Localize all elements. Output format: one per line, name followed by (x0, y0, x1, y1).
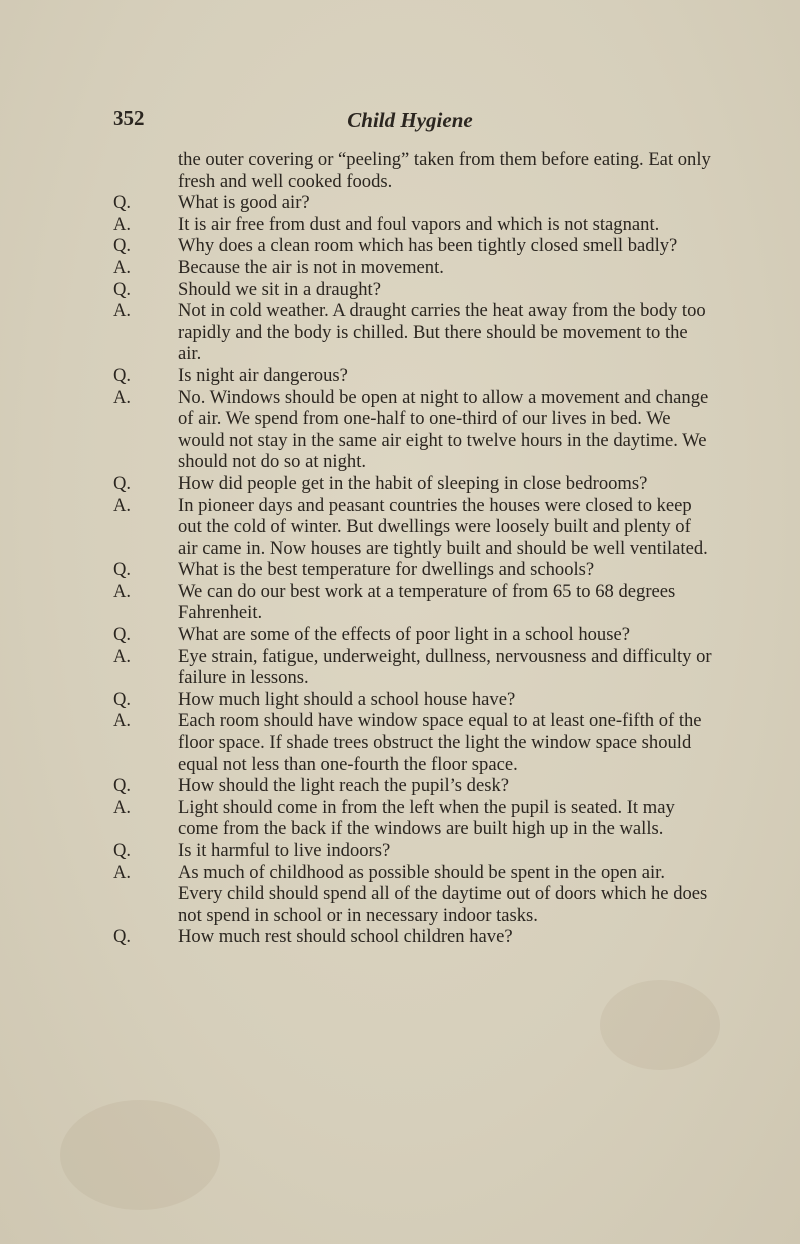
entry-label: Q. (113, 559, 132, 581)
page-number: 352 (113, 106, 145, 130)
entry-label: A. (113, 494, 132, 516)
entry-text: What is the best temperature for dwellings and schools? (178, 559, 595, 581)
entry-label: A. (113, 645, 132, 667)
question-entry (113, 624, 713, 646)
answer-entry (113, 495, 713, 560)
entry-label: A. (113, 213, 132, 235)
entry-label: Q. (113, 472, 132, 494)
entry-text: Because the air is not in movement. (178, 256, 444, 278)
question-entry (113, 559, 713, 581)
page-header (0, 106, 800, 142)
entry-label: A. (113, 796, 132, 818)
entry-text: We can do our best work at a temperature of from 65 to 68 degrees Fahrenheit. (178, 580, 676, 624)
question-entry (113, 473, 713, 495)
entry-text: What is good air? (178, 192, 310, 214)
page-body (113, 149, 713, 948)
entry-label: A. (113, 300, 132, 322)
answer-entry (113, 797, 713, 840)
running-head: Child Hygiene (347, 108, 473, 132)
answer-entry (113, 862, 713, 927)
entry-label: A. (113, 386, 132, 408)
paper-stain (600, 980, 720, 1070)
question-entry (113, 926, 713, 948)
entry-text: How much light should a school house have? (178, 688, 516, 710)
entry-text: What are some of the effects of poor light in a school house? (178, 624, 630, 646)
entry-label: Q. (113, 624, 132, 646)
entry-text: Eye strain, fatigue, underweight, dullness, nervousness and difficulty or failure in lessons. (178, 645, 712, 689)
entry-label: A. (113, 256, 132, 278)
entry-text: Should we sit in a draught? (178, 278, 381, 300)
entry-text: Is it harmful to live indoors? (178, 840, 391, 861)
answer-entry (113, 581, 713, 624)
entry-text: How should the light reach the pupil’s desk? (178, 775, 510, 797)
entry-text: No. Windows should be open at night to allow a movement and change of air. We spend from one-half to one-third of our lives in bed. We would not stay in the same air eight to twelve hours in the daytime. We should not do so at night. (178, 386, 709, 473)
answer-entry (113, 300, 713, 365)
entry-label: A. (113, 710, 132, 732)
entry-label: Q. (113, 688, 132, 710)
entry-label: Q. (113, 840, 132, 861)
question-entry (113, 192, 713, 214)
entry-text: Each room should have window space equal to at least one-fifth of the floor space. If shade trees obstruct the light the window space should equal not less than one-fourth the floor space. (178, 710, 702, 775)
question-entry (113, 775, 713, 797)
entry-label: Q. (113, 775, 132, 797)
entry-text: How much rest should school children have? (178, 926, 513, 948)
entry-label: Q. (113, 192, 132, 214)
paper-stain (60, 1100, 220, 1210)
entry-text: Not in cold weather. A draught carries the heat away from the body too rapidly and the body is chilled. But there should be movement to the air. (178, 300, 706, 365)
continuation-paragraph (113, 149, 713, 192)
answer-entry (113, 257, 713, 279)
entry-label: A. (113, 861, 132, 883)
question-entry (113, 279, 713, 301)
entry-label: Q. (113, 926, 132, 948)
entry-text: As much of childhood as possible should be spent in the open air. Every child should spend all of the daytime out of doors which he does not spend in school or in necessary indoor tasks. (178, 861, 708, 926)
question-entry (113, 689, 713, 711)
entry-text: How did people get in the habit of sleeping in close bedrooms? (178, 472, 648, 494)
question-entry (113, 365, 713, 387)
entry-text: Light should come in from the left when the pupil is seated. It may come from the back if the windows are built high up in the walls. (178, 796, 675, 840)
question-entry (113, 235, 713, 257)
entry-label: Q. (113, 235, 132, 257)
question-entry (113, 840, 713, 862)
answer-entry (113, 214, 713, 236)
entry-text: It is air free from dust and foul vapors and which is not stagnant. (178, 213, 660, 235)
answer-entry (113, 710, 713, 775)
answer-entry (113, 646, 713, 689)
answer-entry (113, 387, 713, 473)
entry-text: In pioneer days and peasant countries the houses were closed to keep out the cold of winter. But dwellings were loosely built and plenty of air came in. Now houses are tightly built and should be well ventilated. (178, 494, 708, 559)
entry-text: Why does a clean room which has been tightly closed smell badly? (178, 235, 678, 257)
entry-text: Is night air dangerous? (178, 364, 348, 386)
entry-label: Q. (113, 278, 132, 300)
entry-label: Q. (113, 364, 132, 386)
entry-label: A. (113, 580, 132, 602)
continuation-text: the outer covering or “peeling” taken from them before eating. Eat only fresh and well cooked foods. (178, 149, 711, 192)
